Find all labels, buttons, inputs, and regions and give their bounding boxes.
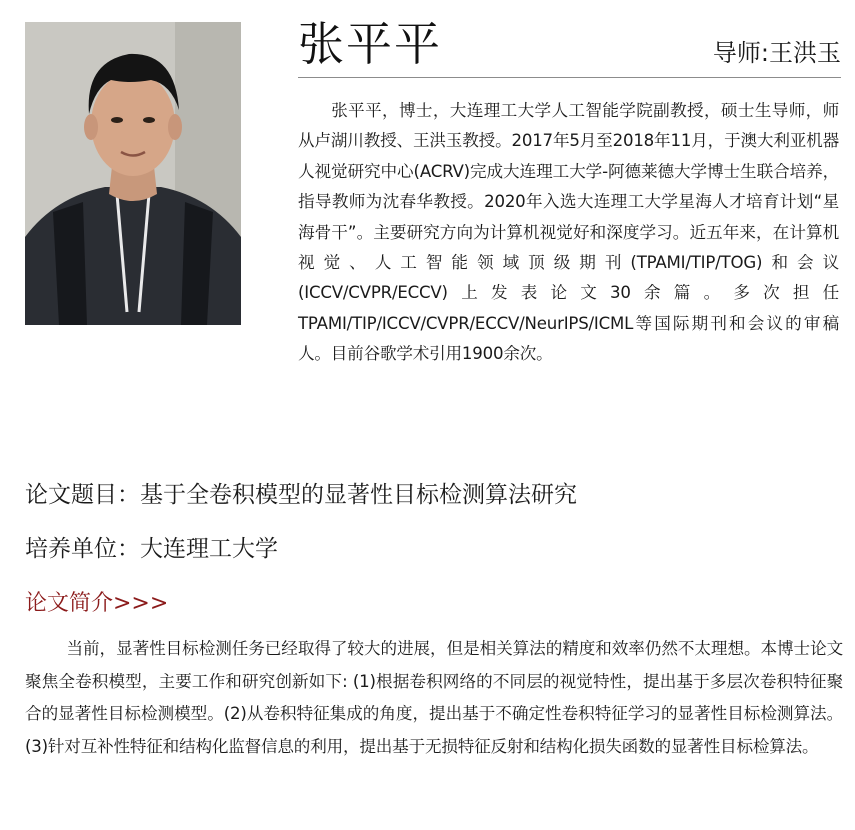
summary-heading: 论文简介>>> [25,591,169,616]
summary-paragraph: 当前，显著性目标检测任务已经取得了较大的进展，但是相关算法的精度和效率仍然不太理想。本博士论文聚焦全卷积模型，主要工作和研究创新如下: (1)根据卷积网络的不同层的视觉特性，提出基于多层次卷积特征聚合的显著性目标检测模型。(2)从卷积特征集成的角度，提出基于不确定性卷积特征学习的显著性目标检测算法。(3)针对互补性特征和结构化监督信息的利用，提出基于无损特征反射和结构化损失函数的显著性目标检算法。 [25,639,843,756]
advisor-label: 导师:王洪玉 [712,39,841,67]
portrait-photo [25,22,241,325]
person-name: 张平平 [298,17,442,71]
header-divider [298,77,841,78]
bio-paragraph: 张平平，博士，大连理工大学人工智能学院副教授，硕士生导师，师从卢湖川教授、王洪玉教授。2017年5月至2018年11月，于澳大利亚机器人视觉研究中心(ACRV)完成大连理工大学-阿德莱德大学博士生联合培养，指导教师为沈春华教授。2020年入选大连理工大学星海人才培育计划“星海骨干”。主要研究方向为计算机视觉好和深度学习。近五年来，在计算机视觉、人工智能领域顶级期刊(TPAMI/TIP/TOG)和会议(ICCV/CVPR/ECCV)上发表论文30余篇。多次担任TPAMI/TIP/ICCV/CVPR/ECCV/NeurIPS/ICML等国际期刊和会议的审稿人。目前谷歌学术引用1900余次。 [298,101,839,364]
training-unit: 培养单位：大连理工大学 [25,536,278,562]
thesis-title: 论文题目：基于全卷积模型的显著性目标检测算法研究 [25,482,577,508]
